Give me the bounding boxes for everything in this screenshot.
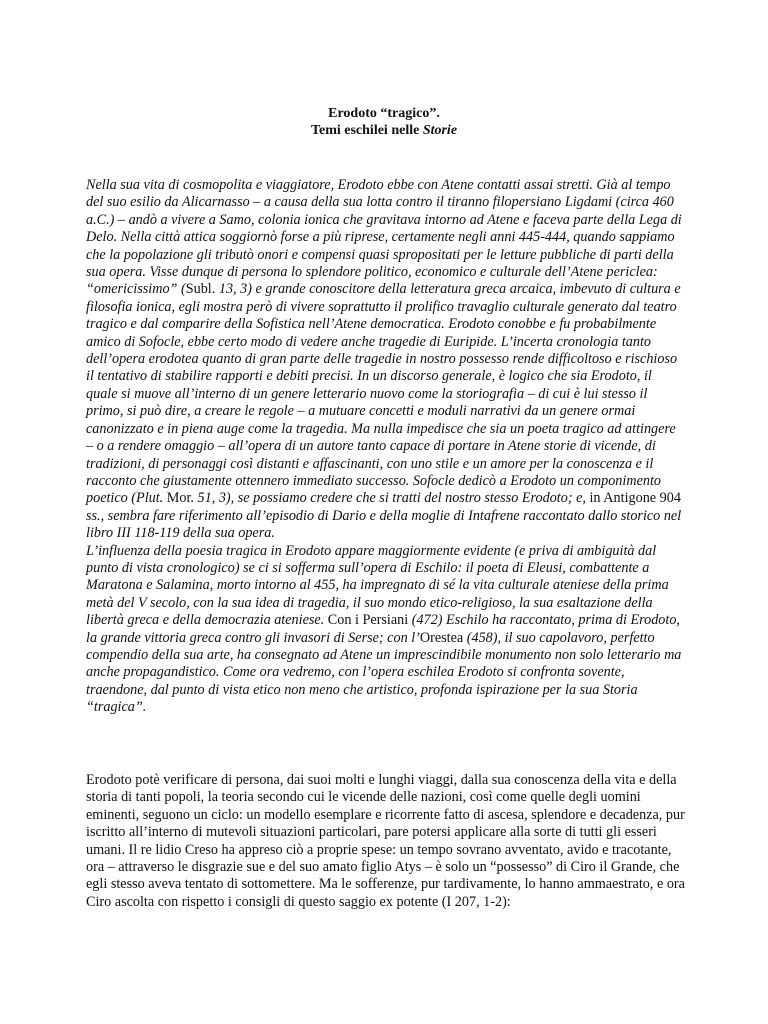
- intro-roman-1: Subl.: [185, 281, 216, 298]
- document-title: [0, 105, 768, 139]
- intro-text-3: 51, 3), se possiamo credere che si tratti del nostro stesso Erodoto; e,: [193, 490, 590, 507]
- intro-roman-3: in Antigone 904: [589, 490, 681, 507]
- intro-paragraph: [86, 177, 686, 717]
- intro-roman-5: Orestea: [419, 629, 464, 646]
- title-line-2-text: Temi eschilei nelle: [310, 123, 423, 138]
- title-line-2-italic: Storie: [422, 123, 458, 138]
- body-paragraph: Erodoto potè verificare di persona, dai suoi molti e lunghi viaggi, dalla sua conoscenza della vita e della storia di tanti popoli, la teoria secondo cui le vicende delle nazioni, così come quelle degli uomini eminenti, seguono un ciclo: un modello esemplare e ricorrente fatto di ascesa, splendore e decadenza, pur iscritto all’interno di mutevoli situazioni particolari, pare potersi applicare alla sorte di tutti gli esseri umani. Il re lidio Creso ha appreso ciò a proprie spese: un tempo sovrano avventato, avido e tracotante, ora – attraverso le disgrazie sue e del suo amato figlio Atys – è solo un “possesso” di Ciro il Grande, che egli stesso aveva tentato di sottomettere. Ma le sofferenze, pur tardivamente, lo hanno ammaestrato, e ora Ciro ascolta con rispetto i consigli di questo saggio ex potente (I 207, 1-2):: [86, 772, 685, 910]
- intro-roman-2: Mor.: [166, 490, 194, 507]
- intro-text-2: 13, 3) e grande conoscitore della letteratura greca arcaica, imbevuto di cultura e filosofia ionica, egli mostra però di vivere soprattutto il prolifico travaglio culturale generato dal teatro tragico e dal comparire della Sofistica nell’Atene democratica. Erodoto conobbe e fu probabilmente amico di Sofocle, ebbe certo modo di vedere anche tragedie di Euripide. L’incerta cronologia tanto dell’opera erodotea quanto di gran parte delle tragedie in nostro possesso rende difficoltoso e rischioso il tentativo di stabilire rapporti e debiti precisi. In un discorso generale, è logico che sia Erodoto, il quale si muove all’interno di un genere letterario nuovo come la storiografia – di cui è lui stesso il primo, si può dire, a creare le regole – a mutuare concetti e moduli narrativi da un genere ormai canonizzato e in piena auge come la tragedia. Ma nulla impedisce che sia un poeta tragico ad attingere – o a rendere omaggio – all’opera di un autore tanto capace di portare in Atene storie di vicende, di tradizioni, di personaggi così distanti e affascinanti, con uno stile e un amore per la conoscenza e il racconto che giustamente ottennero immediato successo. Sofocle dedicò a Erodoto un componimento poetico (Plut.: [86, 281, 681, 507]
- title-line-2: [0, 122, 768, 139]
- intro-text-6: (472) Eschilo ha raccontato, prima di Erodoto, la grande vittoria greca contro gli invasori di Serse; con l’: [86, 612, 680, 646]
- title-line-1: Erodoto “tragico”.: [328, 106, 440, 121]
- intro-roman-4: Con i Persiani: [327, 612, 409, 629]
- intro-text-5: L’influenza della poesia tragica in Erodoto appare maggiormente evidente (e priva di ambiguità dal punto di vista cronologico) se ci si sofferma sull’opera di Eschilo: il poeta di Eleusi, combattente a Maratona e Salamina, morto intorno al 455, ha impregnato di sé la vita culturale ateniese della prima metà del V secolo, con la sua idea di tragedia, il suo mondo etico-religioso, la sua esaltazione della libertà greca e della democrazia ateniese.: [86, 542, 669, 629]
- intro-text-4: ss., sembra fare riferimento all’episodio di Dario e della moglie di Intafrene raccontato dallo storico nel libro III 118-119 della sua opera.: [86, 507, 682, 542]
- intro-text-7: (458), il suo capolavoro, perfetto compendio della sua arte, ha consegnato ad Atene un imprescindibile monumento non solo letterario ma anche propagandistico. Come ora vedremo, con l’opera eschilea Erodoto si confronta sovente, traendone, dal punto di vista etico non meno che artistico, profonda ispirazione per la sua Storia “tragica”.: [86, 629, 682, 716]
- intro-text-1: Nella sua vita di cosmopolita e viaggiatore, Erodoto ebbe con Atene contatti assai stretti. Già al tempo del suo esilio da Alicarnasso – a causa della sua lotta contro il tiranno filopersiano Ligdami (circa 460 a.C.) – andò a vivere a Samo, colonia ionica che gravitava intorno ad Atene e faceva parte della Lega di Delo. Nella città attica soggiornò forse a più riprese, certamente negli anni 445-444, quando sappiamo che la popolazione gli tributò onori e compensi quasi spropositati per le letture pubbliche di parti della sua opera. Visse dunque di persona lo splendore politico, economico e culturale dell’Atene periclea: “omericissimo” (: [86, 177, 682, 298]
